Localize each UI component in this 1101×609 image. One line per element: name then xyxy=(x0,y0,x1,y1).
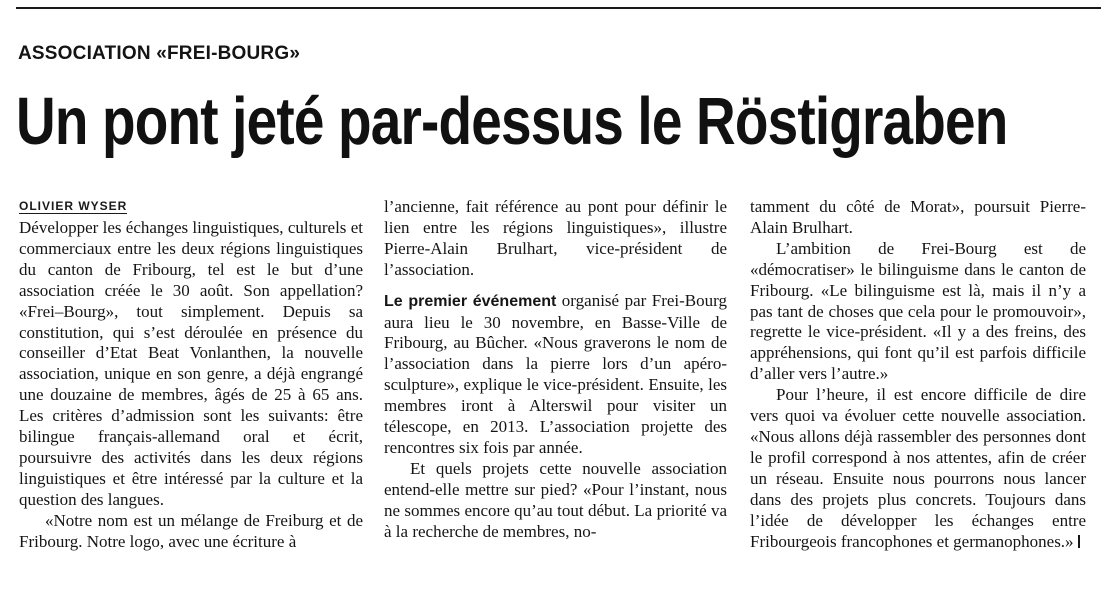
article-column-2 xyxy=(384,197,727,543)
article-column-1 xyxy=(19,218,363,553)
paragraph: l’ancienne, fait référence au pont pour définir le lien entre les régions linguistiques», illustre Pierre-Alain Brulhart, vice-président de l’association. xyxy=(384,197,727,279)
paragraph: L’ambition de Frei-Bourg est de «démocratiser» le bilinguisme dans le canton de Fribourg. «Le bilinguisme est là, mais il n’y a pas tant de choses que cela pour le promouvoir», regrette le vice-président. «Il y a des freins, des appréhensions, qui font qu’il est parfois difficile d’aller vers l’autre.» xyxy=(750,238,1086,384)
paragraph: Développer les échanges linguistiques, culturels et commerciaux entre les deux régions linguistiques du canton de Fribourg, tel est le but d’une association créée le 30 août. Son appellation? «Frei–Bourg», tout simplement. Depuis sa constitution, qui s’est déroulée en présence du conseiller d’Etat Beat Vonlanthen, la nouvelle association, unique en son genre, a déjà engrangé une douzaine de membres, âgés de 25 à 65 ans. Les critères d’admission sont les suivants: être bilingue français-allemand oral et écrit, poursuivre des activités dans les deux régions linguistiques et être intéressé par la culture et la question des langues. xyxy=(19,218,363,509)
paragraph-text: Pour l’heure, il est encore difficile de dire vers quoi va évoluer cette nouvelle association. «Nous allons déjà rassembler des personnes dont le profil correspond à nos attentes, afin de créer un réseau. Ensuite nous pourrons nous lancer dans des projets plus concrets. Toujours dans l’idée de développer les échanges entre Fribourgeois francophones et germanophones.» xyxy=(750,385,1086,551)
paragraph: Et quels projets cette nouvelle association entend-elle mettre sur pied? «Pour l’instant, nous ne sommes encore qu’au tout début. La priorité va à la recherche de membres, no- xyxy=(384,458,727,541)
article-kicker: ASSOCIATION «FREI-BOURG» xyxy=(18,43,301,64)
paragraph xyxy=(750,385,1086,552)
article-byline: OLIVIER WYSER xyxy=(19,199,128,213)
article-column-3 xyxy=(750,197,1086,552)
paragraph: «Notre nom est un mélange de Freiburg et de Fribourg. Notre logo, avec une écriture à xyxy=(19,510,363,551)
paragraph xyxy=(384,291,727,459)
paragraph-text: organisé par Frei-Bourg aura lieu le 30 novembre, en Basse-Ville de Fribourg, au Bûcher. «Nous graverons le nom de l’association dans la pierre lors d’un apéro-sculpture», explique le vice-président. Ensuite, les membres iront à Alterswil pour visiter un télescope, en 2013. L’association projette des rencontres six fois par année. xyxy=(384,290,728,457)
top-rule xyxy=(16,7,1101,9)
paragraph: tamment du côté de Morat», poursuit Pierre-Alain Brulhart. xyxy=(750,197,1086,237)
article-headline: Un pont jeté par-dessus le Röstigraben xyxy=(16,84,1008,159)
end-of-article-mark xyxy=(1078,535,1080,548)
paragraph-lead-in: Le premier événement xyxy=(384,292,557,310)
